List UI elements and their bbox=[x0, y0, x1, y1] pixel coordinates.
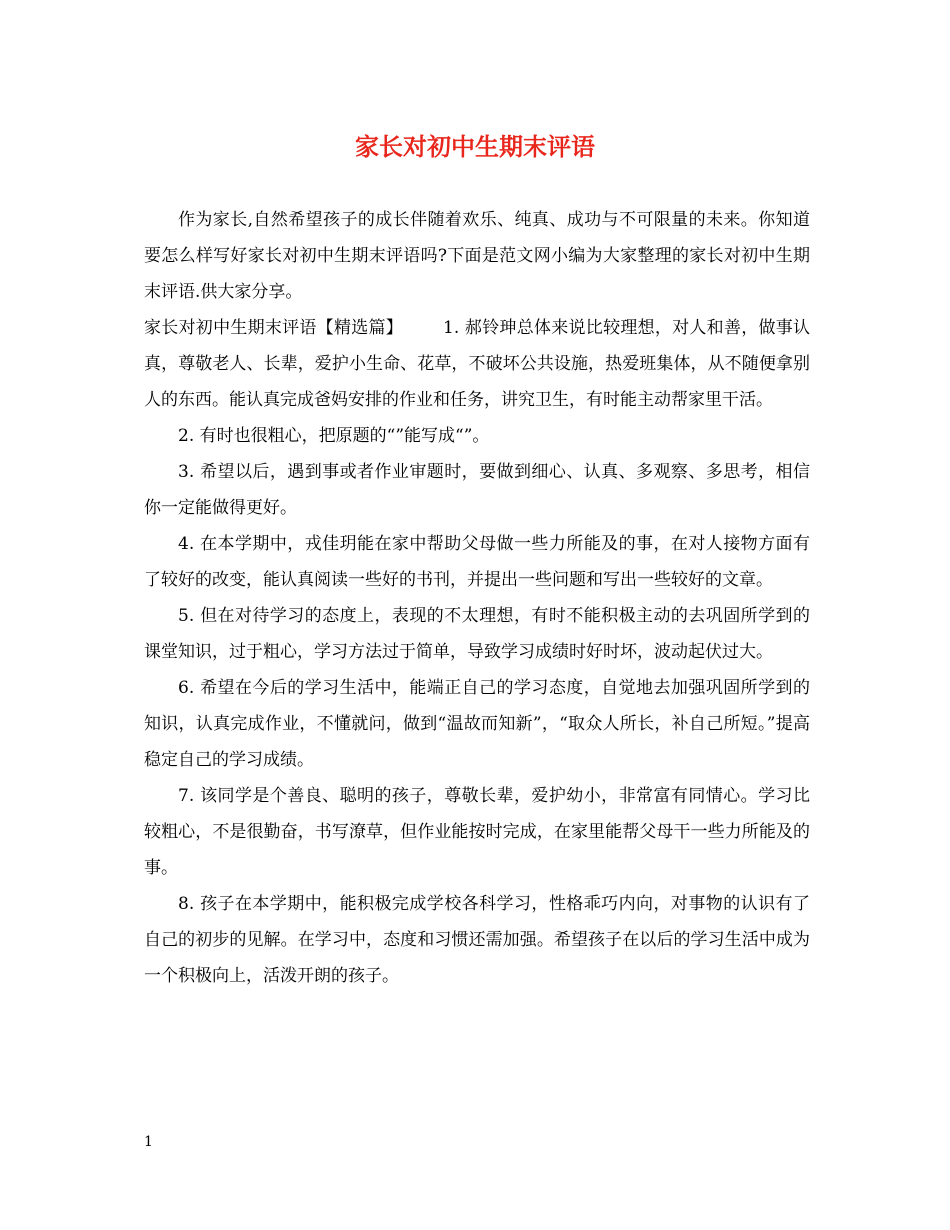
intro-paragraph: 作为家长,自然希望孩子的成长伴随着欢乐、纯真、成功与不可限量的未来。你知道要怎么样写好家长对初中生期末评语吗?下面是范文网小编为大家整理的家长对初中生期末评语.供大家分享。 bbox=[144, 210, 810, 302]
page-number: 1 bbox=[144, 1134, 153, 1150]
page-title: 家长对初中生期末评语 bbox=[355, 132, 595, 161]
item-text-1: 1. 郝铃珅总体来说比较理想，对人和善，做事认真，尊敬老人、长辈，爱护小生命、花草，不破坏公共设施，热爱班集体，从不随便拿别人的东西。能认真完成爸妈安排的作业和任务，讲究卫生，有时能主动帮家里干活。 bbox=[144, 318, 811, 410]
document-body bbox=[144, 202, 810, 994]
item-paragraph-2: 2. 有时也很粗心，把原题的“”能写成“”。 bbox=[178, 426, 490, 446]
item-paragraph-3: 3. 希望以后，遇到事或者作业审题时，要做到细心、认真、多观察、多思考，相信你一定能做得更好。 bbox=[144, 462, 810, 518]
item-paragraph-5: 5. 但在对待学习的态度上，表现的不太理想，有时不能积极主动的去巩固所学到的课堂知识，过于粗心，学习方法过于简单，导致学习成绩时好时坏，波动起伏过大。 bbox=[144, 606, 810, 662]
item-paragraph-4: 4. 在本学期中，戎佳玥能在家中帮助父母做一些力所能及的事，在对人接物方面有了较好的改变，能认真阅读一些好的书刊，并提出一些问题和写出一些较好的文章。 bbox=[144, 534, 810, 590]
section-label: 家长对初中生期末评语【精选篇】 bbox=[144, 318, 404, 338]
section-paragraph bbox=[144, 310, 810, 418]
item-paragraph-6: 6. 希望在今后的学习生活中，能端正自己的学习态度，自觉地去加强巩固所学到的知识，认真完成作业，不懂就问，做到“温故而知新”，“取众人所长，补自己所短。”提高稳定自己的学习成绩。 bbox=[144, 678, 810, 770]
item-paragraph-8: 8. 孩子在本学期中，能积极完成学校各科学习，性格乖巧内向，对事物的认识有了自己的初步的见解。在学习中，态度和习惯还需加强。希望孩子在以后的学习生活中成为一个积极向上，活泼开朗的孩子。 bbox=[144, 894, 810, 986]
item-paragraph-7: 7. 该同学是个善良、聪明的孩子，尊敬长辈，爱护幼小，非常富有同情心。学习比较粗心，不是很勤奋，书写潦草，但作业能按时完成，在家里能帮父母干一些力所能及的事。 bbox=[144, 786, 810, 878]
